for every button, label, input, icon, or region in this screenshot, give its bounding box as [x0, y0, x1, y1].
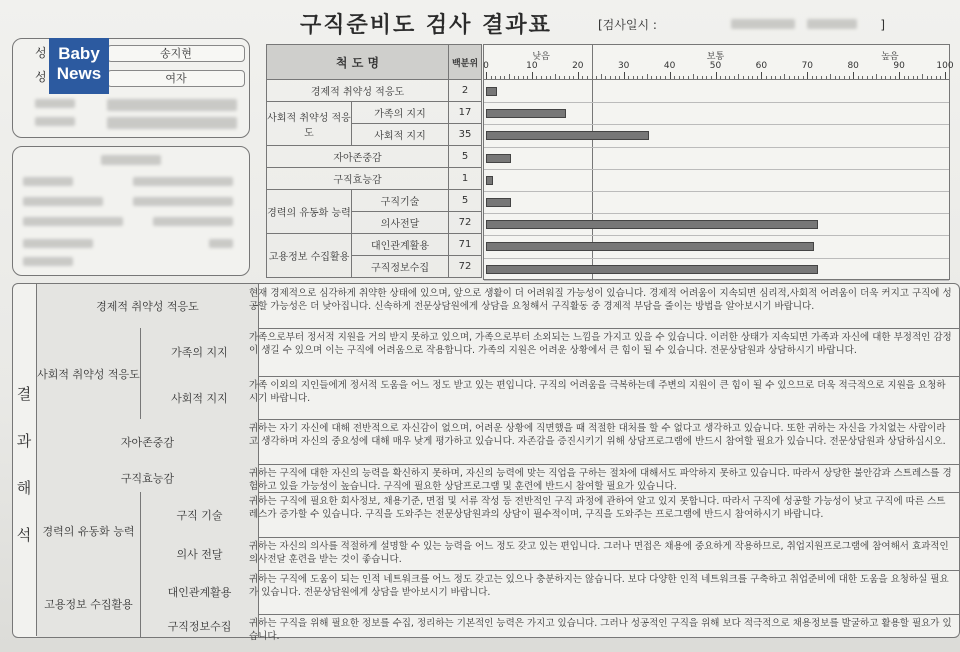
x-minor-tick: [500, 76, 501, 79]
redacted-date: [731, 19, 795, 29]
x-minor-tick: [821, 76, 822, 79]
scale-name: 대인관계활용: [352, 234, 449, 256]
interpretation-panel: [12, 283, 960, 642]
scale-name: 자아존중감: [267, 146, 449, 168]
x-minor-tick: [660, 76, 661, 79]
x-minor-tick: [491, 76, 492, 79]
x-minor-tick: [931, 76, 932, 79]
redacted-field: [23, 257, 73, 266]
x-tick-label: 0: [483, 61, 489, 71]
scale-name: 경제적 취약성 적응도: [267, 80, 449, 102]
x-minor-tick: [541, 76, 542, 79]
x-minor-tick: [908, 76, 909, 79]
x-minor-tick: [729, 76, 730, 79]
x-minor-tick: [936, 76, 937, 79]
redacted-date-2: [807, 19, 857, 29]
x-minor-tick: [885, 76, 886, 79]
x-minor-tick: [610, 76, 611, 79]
x-minor-tick: [615, 76, 616, 79]
x-minor-tick: [633, 76, 634, 79]
x-minor-tick: [844, 76, 845, 79]
x-minor-tick: [812, 76, 813, 79]
x-minor-tick: [702, 76, 703, 79]
x-minor-tick: [550, 76, 551, 79]
interpretation-text: 귀하는 자신의 의사를 적절하게 설명할 수 있는 능력을 어느 정도 갖고 있는 편입니다. 그러나 면접은 채용에 중요하게 작용하므로, 취업지원프로그램에 참여해서 효과적인 의사전달 훈련을 받는 것이 좋습니다.: [249, 541, 949, 565]
gender-label: 성: [35, 70, 47, 84]
interpretation-category: 사회적 취약성 적응도: [37, 328, 141, 419]
row-gridline: [484, 213, 949, 214]
percentile-header: 백분위: [449, 45, 482, 80]
interpretation-text: 가족으로부터 정서적 지원을 거의 받지 못하고 있으며, 가족으로부터 소외되는 느낌을 가지고 있을 수 있습니다. 이러한 상태가 지속되면 가족과 자신에 대한 부정적인 감정이 생길 수 있으며 이는 구직에 어려움으로 작용합니다. 가족의 지원은 어려운 상황에서 큰 힘이 될 수 있습니다. 전문상담원과 상담하시기 바랍니다.: [249, 332, 952, 356]
x-minor-tick: [835, 76, 836, 79]
zone-label: 높음: [881, 52, 899, 62]
redacted-field: [133, 197, 233, 206]
x-tick-label: 30: [617, 61, 630, 71]
x-minor-tick: [849, 76, 850, 79]
x-minor-tick: [559, 76, 560, 79]
x-tick-mark: [670, 72, 671, 79]
row-divider: [141, 614, 959, 615]
x-minor-tick: [780, 76, 781, 79]
redacted-field: [23, 239, 93, 248]
x-minor-tick: [711, 76, 712, 79]
row-gridline: [484, 258, 949, 259]
x-minor-tick: [862, 76, 863, 79]
row-gridline: [484, 169, 949, 170]
x-minor-tick: [784, 74, 785, 79]
scale-group: 사회적 취약성 적응도: [267, 102, 352, 146]
x-tick-mark: [807, 72, 808, 79]
percentile-bar-chart: [483, 44, 954, 280]
interpretation-subcategory: 사회적 지지: [141, 376, 259, 419]
scale-name: 구직정보수집: [352, 256, 449, 278]
x-minor-tick: [509, 74, 510, 79]
scale-name: 사회적 지지: [352, 124, 449, 146]
percentile-value: 72: [449, 212, 482, 234]
x-minor-tick: [683, 76, 684, 79]
scale-name: 가족의 지지: [352, 102, 449, 124]
interpretation-category: 자아존중감: [37, 419, 259, 464]
redacted-field: [107, 117, 237, 129]
x-minor-tick: [725, 76, 726, 79]
x-minor-tick: [656, 76, 657, 79]
redacted-field: [101, 155, 161, 165]
x-minor-tick: [927, 76, 928, 79]
interpretation-subcategory: 구직 기술: [141, 492, 259, 537]
date-close: ]: [880, 18, 886, 32]
x-minor-tick: [688, 76, 689, 79]
x-minor-tick: [743, 76, 744, 79]
test-date: [598, 16, 885, 33]
x-minor-tick: [798, 76, 799, 79]
interpretation-subcategory: 의사 전달: [141, 537, 259, 570]
x-minor-tick: [536, 76, 537, 79]
x-minor-tick: [582, 76, 583, 79]
x-minor-tick: [890, 76, 891, 79]
x-minor-tick: [527, 76, 528, 79]
x-minor-tick: [775, 76, 776, 79]
x-tick-mark: [578, 72, 579, 79]
profile-box: [12, 38, 250, 138]
scale-group: 고용정보 수집활용: [267, 234, 352, 278]
x-minor-tick: [665, 76, 666, 79]
x-minor-tick: [803, 76, 804, 79]
x-minor-tick: [504, 76, 505, 79]
x-tick-label: 100: [936, 61, 954, 71]
x-minor-tick: [642, 76, 643, 79]
x-tick-mark: [945, 72, 946, 79]
percentile-bar: [486, 242, 814, 251]
page-title: 구직준비도 검사 결과표: [300, 13, 552, 38]
redacted-field: [209, 239, 233, 248]
x-minor-tick: [789, 76, 790, 79]
redacted-field: [35, 99, 75, 108]
percentile-value: 5: [449, 190, 482, 212]
zone-label: 보통: [706, 52, 725, 62]
x-tick-label: 70: [801, 61, 814, 71]
percentile-bar: [486, 154, 511, 163]
interpretation-category: 경제적 취약성 적응도: [37, 284, 259, 328]
x-tick-label: 10: [526, 61, 538, 71]
row-divider: [141, 376, 959, 377]
interpretation-text: 가족 이외의 지인들에게 정서적 도움을 어느 정도 받고 있는 편입니다. 구직의 어려움을 극복하는데 주변의 지원이 큰 힘이 될 수 있으므로 더욱 적극적으로 지원을 요청하시기 바랍니다.: [249, 380, 946, 404]
row-gridline: [484, 102, 949, 103]
x-minor-tick: [826, 76, 827, 79]
redacted-field: [23, 217, 123, 226]
x-minor-tick: [605, 76, 606, 79]
row-gridline: [484, 124, 949, 125]
x-tick-mark: [716, 72, 717, 79]
x-minor-tick: [876, 74, 877, 79]
scale-group: 경력의 유동화 능력: [267, 190, 352, 234]
x-minor-tick: [913, 76, 914, 79]
x-minor-tick: [904, 76, 905, 79]
percentile-value: 17: [449, 102, 482, 124]
scale-header: 척 도 명: [267, 45, 449, 80]
x-minor-tick: [601, 74, 602, 79]
x-minor-tick: [872, 76, 873, 79]
side-character: 결: [16, 385, 32, 403]
percentile-value: 1: [449, 168, 482, 190]
x-minor-tick: [881, 76, 882, 79]
x-minor-tick: [940, 76, 941, 79]
x-minor-tick: [816, 76, 817, 79]
interpretation-category: 경력의 유동화 능력: [37, 492, 141, 570]
x-minor-tick: [752, 76, 753, 79]
x-minor-tick: [858, 76, 859, 79]
percentile-value: 5: [449, 146, 482, 168]
x-minor-tick: [697, 76, 698, 79]
x-minor-tick: [917, 76, 918, 79]
x-tick-label: 60: [755, 61, 768, 71]
x-minor-tick: [628, 76, 629, 79]
x-minor-tick: [922, 74, 923, 79]
row-divider: [141, 537, 959, 538]
x-minor-tick: [794, 76, 795, 79]
x-minor-tick: [867, 76, 868, 79]
x-minor-tick: [592, 76, 593, 79]
x-minor-tick: [679, 76, 680, 79]
x-minor-tick: [647, 74, 648, 79]
interpretation-category: 고용정보 수집활용: [37, 570, 141, 637]
x-tick-label: 20: [572, 61, 584, 71]
x-minor-tick: [766, 76, 767, 79]
row-gridline: [484, 280, 949, 281]
x-minor-tick: [573, 76, 574, 79]
redacted-field: [107, 99, 237, 111]
x-minor-tick: [518, 76, 519, 79]
row-gridline: [484, 191, 949, 192]
name-value: 송지현: [107, 45, 245, 62]
percentile-value: 71: [449, 234, 482, 256]
x-minor-tick: [839, 76, 840, 79]
interpretation-subcategory: 가족의 지지: [141, 328, 259, 376]
x-tick-mark: [624, 72, 625, 79]
interpretation-text: 귀하는 구직에 도움이 되는 인적 네트워크를 어느 정도 갖고는 있으나 충분하지는 않습니다. 보다 다양한 인적 네트워크를 구축하고 취업준비에 대한 도움을 요청하실 필요가 있습니다. 전문상담원에게 상담을 받아보시기 바랍니다.: [249, 574, 949, 598]
x-minor-tick: [546, 76, 547, 79]
x-tick-mark: [853, 72, 854, 79]
x-minor-tick: [564, 76, 565, 79]
redacted-field: [153, 217, 233, 226]
x-minor-tick: [738, 74, 739, 79]
redacted-field: [23, 177, 73, 186]
x-tick-mark: [761, 72, 762, 79]
percentile-value: 35: [449, 124, 482, 146]
x-tick-label: 80: [847, 61, 859, 71]
percentile-bar: [486, 265, 818, 274]
x-tick-label: 40: [663, 61, 676, 71]
x-tick-mark: [486, 72, 487, 79]
scale-name: 구직기술: [352, 190, 449, 212]
percentile-bar: [486, 131, 649, 140]
x-minor-tick: [748, 76, 749, 79]
side-character: 해: [16, 479, 32, 497]
interpretation-text: 현재 경제적으로 심각하게 취약한 상태에 있으며, 앞으로 생활이 더 어려워질 가능성이 있습니다. 경제적 어려움이 지속되면 심리적,사회적 어려움이 더욱 커지고 구직에 성공할 가능성은 더 낮아집니다. 신속하게 전문상담원에게 상담을 요청해서 구직활동 중 경제적 부담을 줄이는 방법을 알아보시기 바랍니다.: [249, 288, 952, 312]
side-character: 과: [16, 432, 32, 450]
x-minor-tick: [674, 76, 675, 79]
name-label: 성: [35, 46, 47, 60]
interpretation-text: 귀하는 구직에 필요한 회사정보, 채용기준, 면접 및 서류 작성 등 전반적인 구직 과정에 관하여 알고 있지 못합니다. 따라서 구직에 성공할 가능성이 낮고 구직에 따른 스트레스가 증가할 수 있습니다. 구직을 도와주는 전문상담원과의 상담이 필수적이며, 구직을 도와주는 프로그램에 반드시 참여하시기 바랍니다.: [249, 496, 946, 520]
x-minor-tick: [523, 76, 524, 79]
percentile-bar: [486, 176, 493, 185]
x-minor-tick: [596, 76, 597, 79]
percentile-value: 72: [449, 256, 482, 278]
x-minor-tick: [514, 76, 515, 79]
redacted-field: [35, 117, 75, 126]
percentile-value: 2: [449, 80, 482, 102]
zone-label: 낮음: [532, 52, 550, 62]
percentile-bar: [486, 87, 497, 96]
percentile-bar: [486, 198, 511, 207]
x-tick-label: 90: [893, 61, 905, 71]
percentile-bar: [486, 220, 818, 229]
x-minor-tick: [555, 74, 556, 79]
side-character: 석: [16, 526, 32, 544]
x-minor-tick: [706, 76, 707, 79]
scale-name: 의사전달: [352, 212, 449, 234]
scale-name: 구직효능감: [267, 168, 449, 190]
x-minor-tick: [693, 74, 694, 79]
x-minor-tick: [757, 76, 758, 79]
x-minor-tick: [619, 76, 620, 79]
chart-axis-line: [484, 79, 949, 80]
interpretation-subcategory: 구직정보수집: [141, 614, 259, 637]
row-gridline: [484, 147, 949, 148]
x-tick-mark: [532, 72, 533, 79]
percentile-bar: [486, 109, 566, 118]
x-minor-tick: [734, 76, 735, 79]
x-tick-label: 50: [709, 61, 722, 71]
x-tick-mark: [899, 72, 900, 79]
redacted-field: [133, 177, 233, 186]
interpretation-side-label: [12, 283, 37, 636]
redacted-field: [23, 197, 103, 206]
x-minor-tick: [651, 76, 652, 79]
score-table: [266, 44, 482, 278]
x-minor-tick: [637, 76, 638, 79]
row-gridline: [484, 235, 949, 236]
x-minor-tick: [830, 74, 831, 79]
x-minor-tick: [895, 76, 896, 79]
redacted-info-box: [12, 146, 250, 276]
x-minor-tick: [771, 76, 772, 79]
x-minor-tick: [587, 76, 588, 79]
interpretation-text: 귀하는 구직을 위해 필요한 정보를 수집, 정리하는 기본적인 능력은 가지고 있습니다. 그러나 성공적인 구직을 위해 보다 적극적으로 채용정보를 발굴하고 활용할 필요가 있습니다.: [249, 618, 952, 642]
interpretation-text: 귀하는 자기 자신에 대해 전반적으로 자신감이 없으며, 어려운 상황에 직면했을 때 적절한 대처를 할 수 없다고 생각하고 있습니다. 또한 귀하는 자신을 가치없는 사람이라고 생각하며 자신의 중요성에 대해 매우 낮게 평가하고 있습니다. 자존감을 증진시키기 위해 상담프로그램에 반드시 참여할 필요가 있습니다. 전문상담원과 상담하십시오.: [249, 423, 946, 447]
babynews-logo: Baby News: [49, 38, 109, 94]
interpretation-text: 귀하는 구직에 대한 자신의 능력을 확신하지 못하며, 자신의 능력에 맞는 직업을 구하는 절차에 대해서도 파악하지 못하고 있습니다. 따라서 상당한 불안감과 스트레스를 경험하고 있을 가능성이 높습니다. 구직에 필요한 상담프로그램 및 훈련에 반드시 참여할 필요가 있습니다.: [249, 468, 952, 492]
x-minor-tick: [569, 76, 570, 79]
x-minor-tick: [720, 76, 721, 79]
interpretation-category: 구직효능감: [37, 464, 259, 492]
date-label: [검사일시 :: [598, 18, 657, 32]
x-minor-tick: [495, 76, 496, 79]
gender-value: 여자: [107, 70, 245, 87]
interpretation-subcategory: 대인관계활용: [141, 570, 259, 614]
